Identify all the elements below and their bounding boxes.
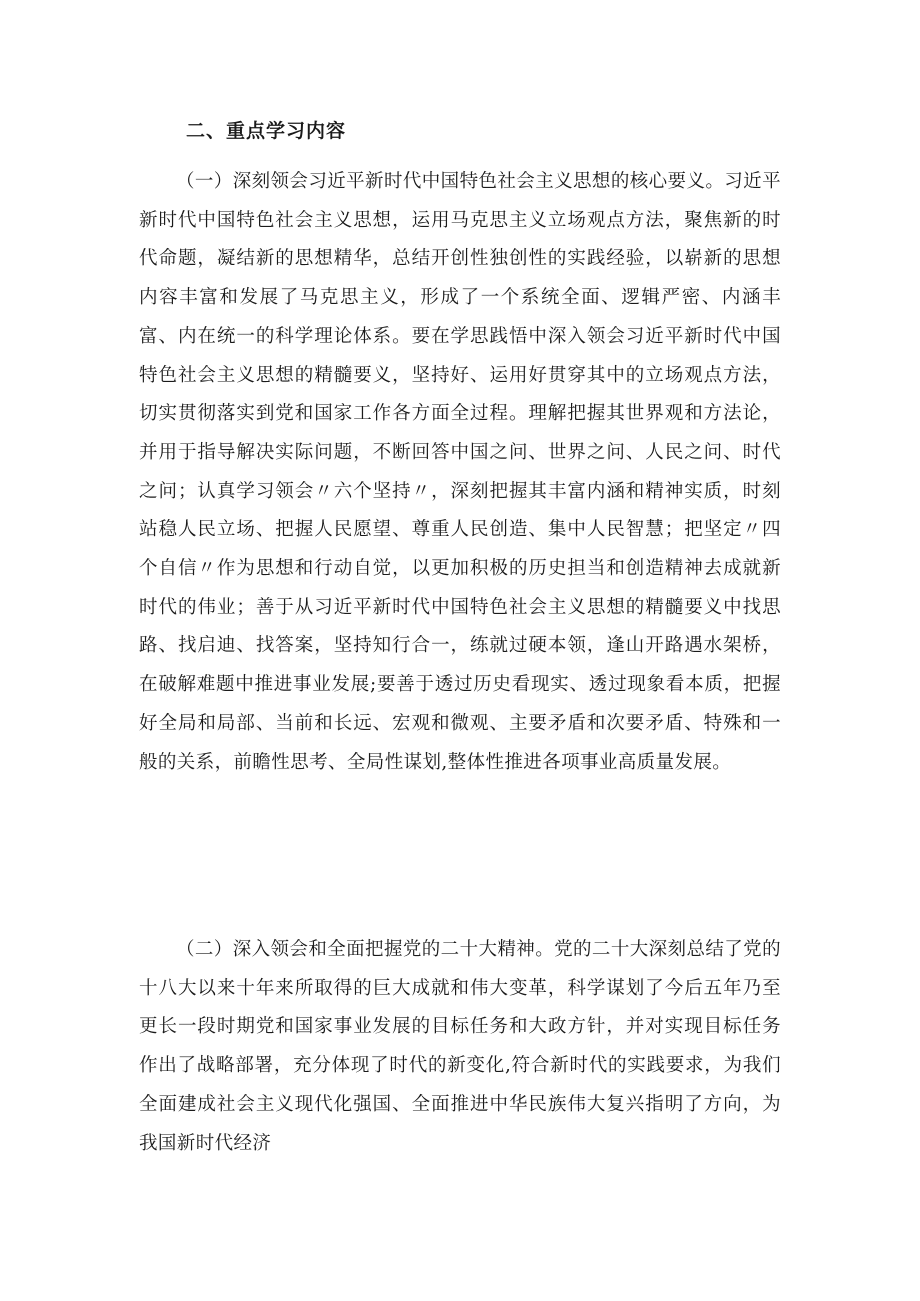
paragraph-twentieth-congress: （二）深入领会和全面把握党的二十大精神。党的二十大深刻总结了党的十八大以来十年来所取得的巨大成就和伟大变革，科学谋划了今后五年乃至更长一段时期党和国家事业发展的目标任务和大政方针，并对实现目标任务作出了战略部署，充分体现了时代的新变化,符合新时代的实践要求，为我们全面建成社会主义现代化强国、全面推进中华民族伟大复兴指明了方向，为我国新时代经济 xyxy=(139,939,781,1154)
paragraph-core-essence: （一）深刻领会习近平新时代中国特色社会主义思想的核心要义。习近平新时代中国特色社会主义思想，运用马克思主义立场观点方法，聚焦新的时代命题，凝结新的思想精华，总结开创性独创性的实践经验，以崭新的思想内容丰富和发展了马克思主义，形成了一个系统全面、逻辑严密、内涵丰富、内在统一的科学理论体系。要在学思践悟中深入领会习近平新时代中国特色社会主义思想的精髓要义，坚持好、运用好贯穿其中的立场观点方法，切实贯彻落实到党和国家工作各方面全过程。理解把握其世界观和方法论，并用于指导解决实际问题，不断回答中国之问、世界之问、人民之问、时代之问；认真学习领会〃六个坚持〃，深刻把握其丰富内涵和精神实质，时刻站稳人民立场、把握人民愿望、尊重人民创造、集中人民智慧；把坚定〃四个自信〃作为思想和行动自觉，以更加积极的历史担当和创造精神去成就新时代的伟业；善于从习近平新时代中国特色社会主义思想的精髓要义中找思路、找启迪、找答案，坚持知行合一，练就过硬本领，逢山开路遇水架桥，在破解难题中推进事业发展;要善于透过历史看现实、透过现象看本质，把握好全局和局部、当前和长远、宏观和微观、主要矛盾和次要矛盾、特殊和一般的关系，前瞻性思考、全局性谋划,整体性推进各项事业高质量发展。 xyxy=(139,171,781,773)
section-heading: 二、重点学习内容 xyxy=(186,120,347,142)
